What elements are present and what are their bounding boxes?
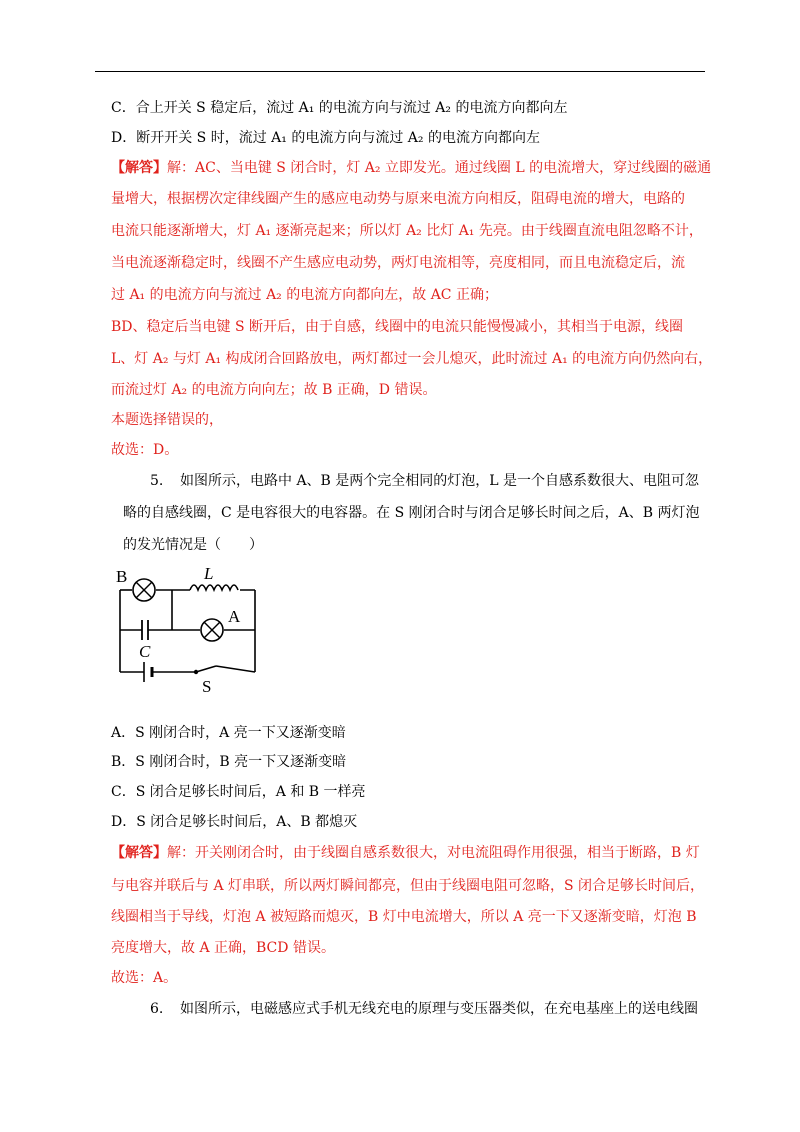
- q4-answer-line-8: 而流过灯 A₂ 的电流方向向左；故 B 正确，D 错误。: [111, 382, 437, 398]
- q5-stem-line-2: 略的自感线圈，C 是电容很大的电容器。在 S 刚闭合时与闭合足够长时间之后，A、B 两灯泡: [123, 505, 700, 521]
- q6-number: 6.: [150, 1001, 164, 1017]
- label-b: B: [116, 567, 128, 586]
- q5-answer-line-1: 【解答】解：开关刚闭合时，由于线圈自感系数很大，对电流阻碍作用很强，相当于断路，B 灯: [111, 845, 700, 861]
- answer-tag: 【解答】: [111, 160, 167, 176]
- q5-option-c: C．S 闭合足够长时间后，A 和 B 一样亮: [111, 784, 366, 800]
- label-s: S: [202, 677, 212, 696]
- q5-option-b: B．S 刚闭合时，B 亮一下又逐渐变暗: [111, 754, 347, 770]
- lamp-b: [133, 579, 155, 601]
- q4-answer-line-3: 电流只能逐渐增大，灯 A₁ 逐渐亮起来；所以灯 A₂ 比灯 A₁ 先亮。由于线圈直流电阻忽略不计，: [111, 223, 703, 239]
- q5-stem-line-1: 如图所示，电路中 A、B 是两个完全相同的灯泡，L 是一个自感系数很大、电阻可忽: [180, 473, 700, 489]
- q4-option-d: D．断开开关 S 时，流过 A₁ 的电流方向与流过 A₂ 的电流方向都向左: [111, 130, 540, 146]
- q5-option-a: A．S 刚闭合时，A 亮一下又逐渐变暗: [111, 725, 346, 741]
- q5-number: 5.: [150, 473, 164, 489]
- q4-answer-note: 本题选择错误的，: [111, 412, 223, 428]
- q5-answer-choice: 故选：A。: [111, 970, 178, 986]
- q6-stem-line-1: 如图所示，电磁感应式手机无线充电的原理与变压器类似，在充电基座上的送电线圈: [180, 1001, 698, 1017]
- switch: [194, 666, 216, 674]
- lamp-a: [201, 619, 223, 641]
- circuit-diagram: [112, 562, 272, 702]
- label-l: L: [204, 564, 214, 583]
- q4-answer-line-5: 过 A₁ 的电流方向与流过 A₂ 的电流方向都向左，故 AC 正确；: [111, 287, 498, 303]
- label-c: C: [139, 642, 151, 661]
- q4-answer-choice: 故选：D。: [111, 442, 179, 458]
- q4-answer-line-4: 当电流逐渐稳定时，线圈不产生感应电动势，两灯电流相等，亮度相同，而且电流稳定后，流: [111, 255, 685, 271]
- q5-option-d: D．S 闭合足够长时间后，A、B 都熄灭: [111, 814, 358, 830]
- q4-answer-line-2: 量增大，根据楞次定律线圈产生的感应电动势与原来电流方向相反，阻碍电流的增大，电路的: [111, 191, 685, 207]
- q4-option-c: C．合上开关 S 稳定后，流过 A₁ 的电流方向与流过 A₂ 的电流方向都向左: [111, 100, 568, 116]
- q5-answer-line-3: 线圈相当于导线，灯泡 A 被短路而熄灭，B 灯中电流增大，所以 A 亮一下又逐渐变暗，灯泡 B: [111, 909, 697, 925]
- answer-tag: 【解答】: [111, 845, 167, 861]
- q5-stem-line-3: 的发光情况是（ ）: [123, 537, 263, 553]
- q5-answer-line-2: 与电容并联后与 A 灯串联，所以两灯瞬间都亮，但由于线圈电阻可忽略，S 闭合足够长时间后，: [111, 878, 705, 894]
- battery: [144, 662, 152, 682]
- q4-answer-line-7: L、灯 A₂ 与灯 A₁ 构成闭合回路放电，两灯都过一会儿熄灭，此时流过 A₁ 的电流方向仍然向右，: [111, 351, 713, 367]
- q4-answer-line-1: 【解答】解：AC、当电键 S 闭合时，灯 A₂ 立即发光。通过线圈 L 的电流增大，穿过线圈的磁通: [111, 160, 712, 176]
- label-a: A: [228, 607, 241, 626]
- capacitor: [142, 620, 148, 640]
- header-rule: [95, 71, 705, 72]
- q5-answer-line-4: 亮度增大，故 A 正确，BCD 错误。: [111, 940, 335, 956]
- q4-answer-line-6: BD、稳定后当电键 S 断开后，由于自感，线圈中的电流只能慢慢减小，其相当于电源，线圈: [111, 319, 684, 335]
